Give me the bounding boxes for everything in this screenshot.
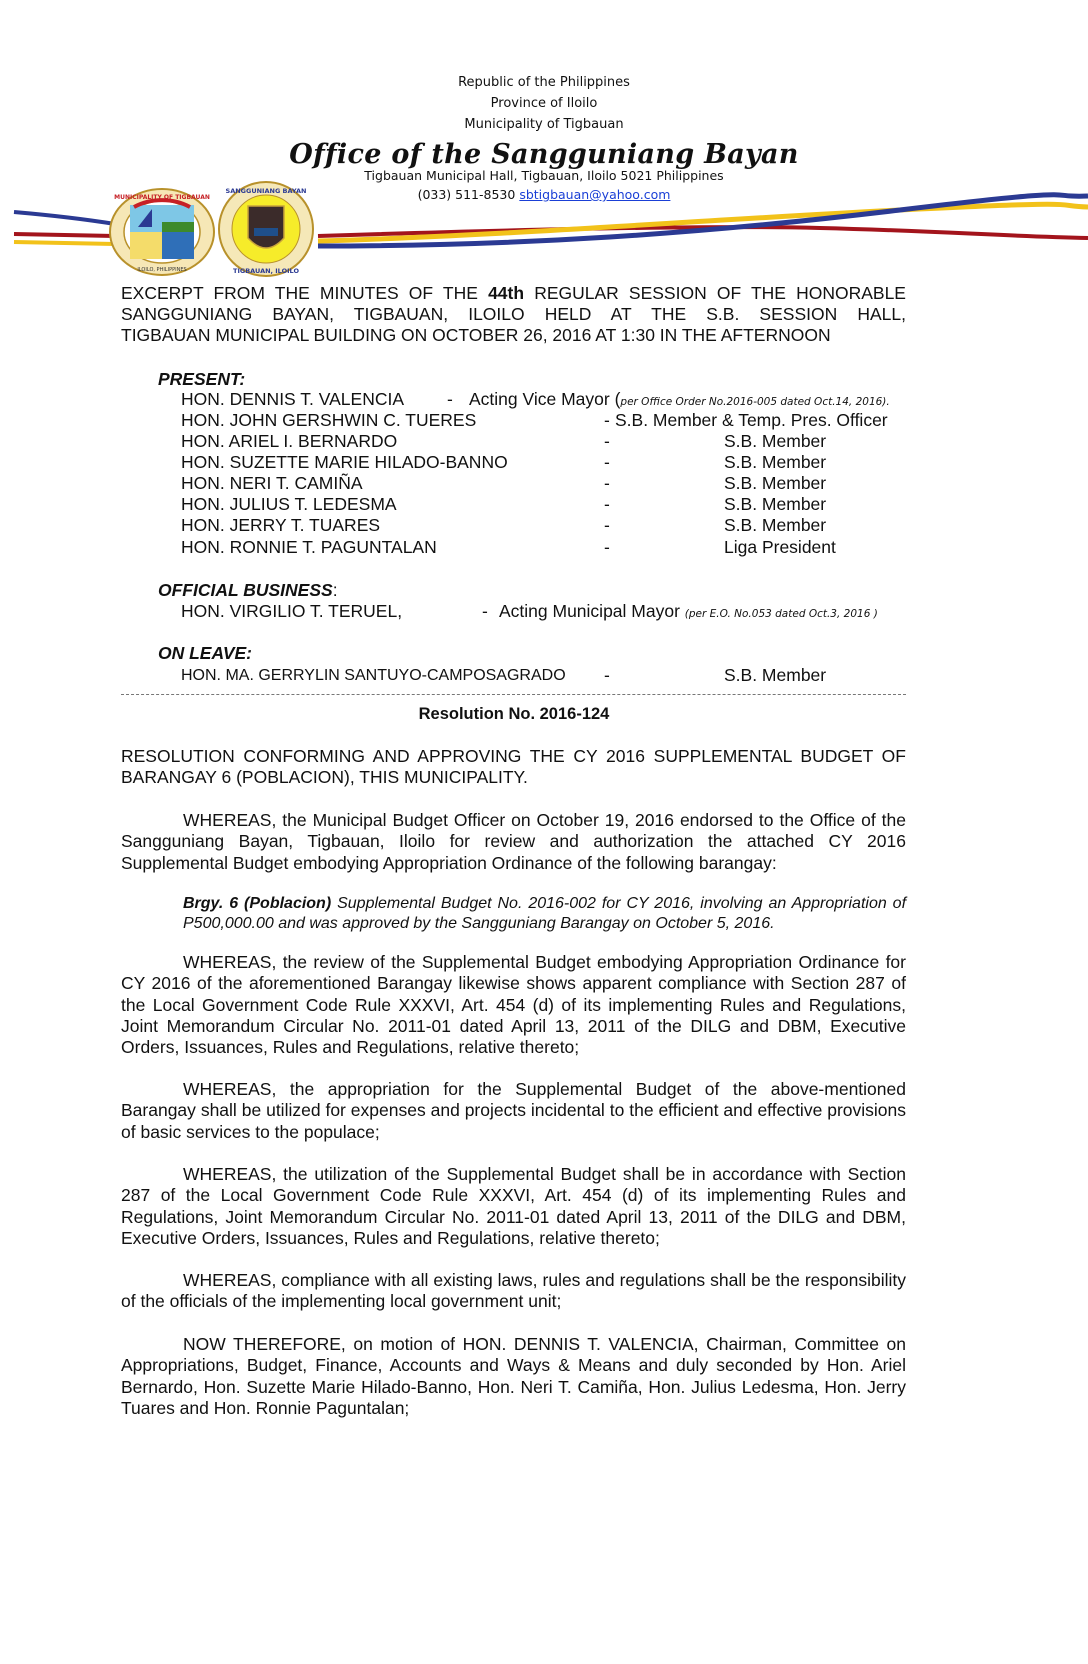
sangguniang-bayan-seal-icon <box>216 180 316 278</box>
excerpt-line-3: TIGBAUAN MUNICIPAL BUILDING ON OCTOBER 26, 2016 AT 1:30 IN THE AFTERNOON <box>121 325 831 345</box>
letterhead-province: Province of Iloilo <box>490 96 598 111</box>
official-business-name: HON. VIRGILIO T. TERUEL, <box>181 601 403 621</box>
official-business-heading <box>158 580 338 601</box>
office-title: Office of the Sangguniang Bayan <box>289 139 799 170</box>
present-role-6: S.B. Member <box>724 515 827 535</box>
present-role-7: Liga President <box>724 537 836 557</box>
present-dash-2: - <box>604 431 610 451</box>
present-dash-3: - <box>604 452 610 472</box>
on-leave-name: HON. MA. GERRYLIN SANTUYO-CAMPOSAGRADO <box>181 667 566 684</box>
excerpt-heading <box>121 283 906 346</box>
excerpt-post: REGULAR SESSION OF THE HONORABLE <box>534 283 906 303</box>
present-dash-1: - <box>604 410 610 430</box>
whereas-4-text: WHEREAS, the utilization of the Supplemental Budget shall be in accordance with Section 287 of the Local Government Code Rule XXXVI, Art. 454 (d) of its implementing Rules and Regulations, Joint Memorandum Circular No. 2011-01 dated April 13, 2011 of the DILG and DBM, Executive Orders, Issuances, Rules and Regulations, relative thereto; <box>121 1164 906 1248</box>
whereas-4 <box>121 1164 906 1249</box>
letterhead-municipality: Municipality of Tigbauan <box>464 117 624 132</box>
official-business-colon: : <box>332 580 338 600</box>
excerpt-line-2: SANGGUNIANG BAYAN, TIGBAUAN, ILOILO HELD AT THE S.B. SESSION HALL, <box>121 304 906 324</box>
now-therefore <box>121 1334 906 1419</box>
phone-number: (033) 511-8530 <box>417 187 516 202</box>
official-business-label: OFFICIAL BUSINESS <box>158 580 333 600</box>
present-role-1: S.B. Member & Temp. Pres. Officer <box>615 410 888 430</box>
on-leave-role: S.B. Member <box>724 665 827 685</box>
barangay-budget-text: Supplemental Budget No. 2016-002 for CY 2016, involving an Appropriation of P500,000.00 and was approved by the Sangguniang Barangay on October 5, 2016. <box>183 895 907 932</box>
whereas-1 <box>121 810 906 874</box>
resolution-title <box>121 746 906 789</box>
seal-right-bottom-text: TIGBAUAN, ILOILO <box>233 267 299 275</box>
ribbon-blue-left <box>14 212 115 224</box>
whereas-3 <box>121 1079 906 1143</box>
letterhead-country: Republic of the Philippines <box>458 75 630 90</box>
present-role-4: S.B. Member <box>724 473 827 493</box>
municipality-seal-icon <box>108 187 216 277</box>
seal-left-bottom-text: ILOILO, PHILIPPINES <box>137 267 187 273</box>
now-therefore-text: NOW THEREFORE, on motion of HON. DENNIS T. VALENCIA, Chairman, Committee on Appropriations, Budget, Finance, Accounts and Ways & Means and duly seconded by Hon. Ariel Bernardo, Hon. Suzette Marie Hilado-Banno, Hon. Neri T. Camiña, Hon. Julius Ledesma, Hon. Jerry Tuares and Hon. Ronnie Paguntalan; <box>121 1334 906 1418</box>
letterhead-address: Tigbauan Municipal Hall, Tigbauan, Iloilo 5021 Philippines <box>364 168 724 183</box>
present-name-0: HON. DENNIS T. VALENCIA <box>181 389 405 409</box>
official-business-note: (per E.O. No.053 dated Oct.3, 2016 ) <box>684 608 878 620</box>
present-name-7: HON. RONNIE T. PAGUNTALAN <box>181 537 437 557</box>
on-leave-label: ON LEAVE: <box>158 643 252 663</box>
barangay-name: Brgy. 6 (Poblacion) <box>183 895 332 912</box>
excerpt-pre: EXCERPT FROM THE MINUTES OF THE <box>121 283 478 303</box>
present-dash-5: - <box>604 494 610 514</box>
present-note-0: per Office Order No.2016-005 dated Oct.14, 2016). <box>620 396 890 408</box>
official-business-dash: - <box>482 601 488 621</box>
present-dash-7: - <box>604 537 610 557</box>
present-role-2: S.B. Member <box>724 431 827 451</box>
present-dash-0: - <box>447 389 453 409</box>
whereas-2 <box>121 952 906 1058</box>
ribbon-yellow-left <box>14 242 115 244</box>
whereas-1-text: WHEREAS, the Municipal Budget Officer on October 19, 2016 endorsed to the Office of the Sangguniang Bayan, Tigbauan, Iloilo for review and authorization the attached CY 2016 Supplemental Budget embodying Appropriation Ordinance of the following barangay: <box>121 810 906 873</box>
whereas-3-text: WHEREAS, the appropriation for the Supplemental Budget of the above-mentioned Barangay shall be utilized for expenses and projects incidental to the efficient and effective provisions of basic services to the populace; <box>121 1079 906 1142</box>
session-number: 44th <box>488 283 525 303</box>
present-role-0-text: Acting Vice Mayor ( <box>469 389 621 409</box>
resolution-title-text: RESOLUTION CONFORMING AND APPROVING THE CY 2016 SUPPLEMENTAL BUDGET OF BARANGAY 6 (POBLACION), THIS MUNICIPALITY. <box>121 746 906 788</box>
present-dash-4: - <box>604 473 610 493</box>
resolution-number: Resolution No. 2016-124 <box>418 705 610 723</box>
whereas-5 <box>121 1270 906 1313</box>
seal-left-top-text: MUNICIPALITY OF TIGBAUAN <box>114 194 210 201</box>
section-divider <box>121 694 906 695</box>
barangay-budget-item <box>183 894 906 934</box>
present-name-3: HON. SUZETTE MARIE HILADO-BANNO <box>181 452 508 472</box>
seal-right-top-text: SANGGUNIANG BAYAN <box>225 187 307 195</box>
present-name-4: HON. NERI T. CAMIÑA <box>181 473 363 493</box>
official-business-role <box>499 601 878 625</box>
present-name-2: HON. ARIEL I. BERNARDO <box>181 431 398 451</box>
present-role-3: S.B. Member <box>724 452 827 472</box>
present-dash-6: - <box>604 515 610 535</box>
whereas-5-text: WHEREAS, compliance with all existing laws, rules and regulations shall be the responsibility of the officials of the implementing local government unit; <box>121 1270 906 1312</box>
ribbon-red-left <box>14 234 115 236</box>
on-leave-dash: - <box>604 665 610 685</box>
present-label: PRESENT: <box>158 369 246 389</box>
present-name-6: HON. JERRY T. TUARES <box>181 515 381 535</box>
email-link[interactable]: sbtigbauan@yahoo.com <box>519 187 671 202</box>
whereas-2-text: WHEREAS, the review of the Supplemental Budget embodying Appropriation Ordinance for CY 2016 of the aforementioned Barangay likewise shows apparent compliance with Section 287 of the Local Government Code Rule XXXVI, Art. 454 (d) of its implementing Rules and Regulations, Joint Memorandum Circular No. 2011-01 dated April 13, 2011 of the DILG and DBM, Executive Orders, Issuances, Rules and Regulations, relative thereto; <box>121 952 906 1058</box>
present-role-5: S.B. Member <box>724 494 827 514</box>
present-name-1: HON. JOHN GERSHWIN C. TUERES <box>181 410 477 430</box>
official-business-role-text: Acting Municipal Mayor <box>499 601 680 621</box>
present-name-5: HON. JULIUS T. LEDESMA <box>181 494 397 514</box>
